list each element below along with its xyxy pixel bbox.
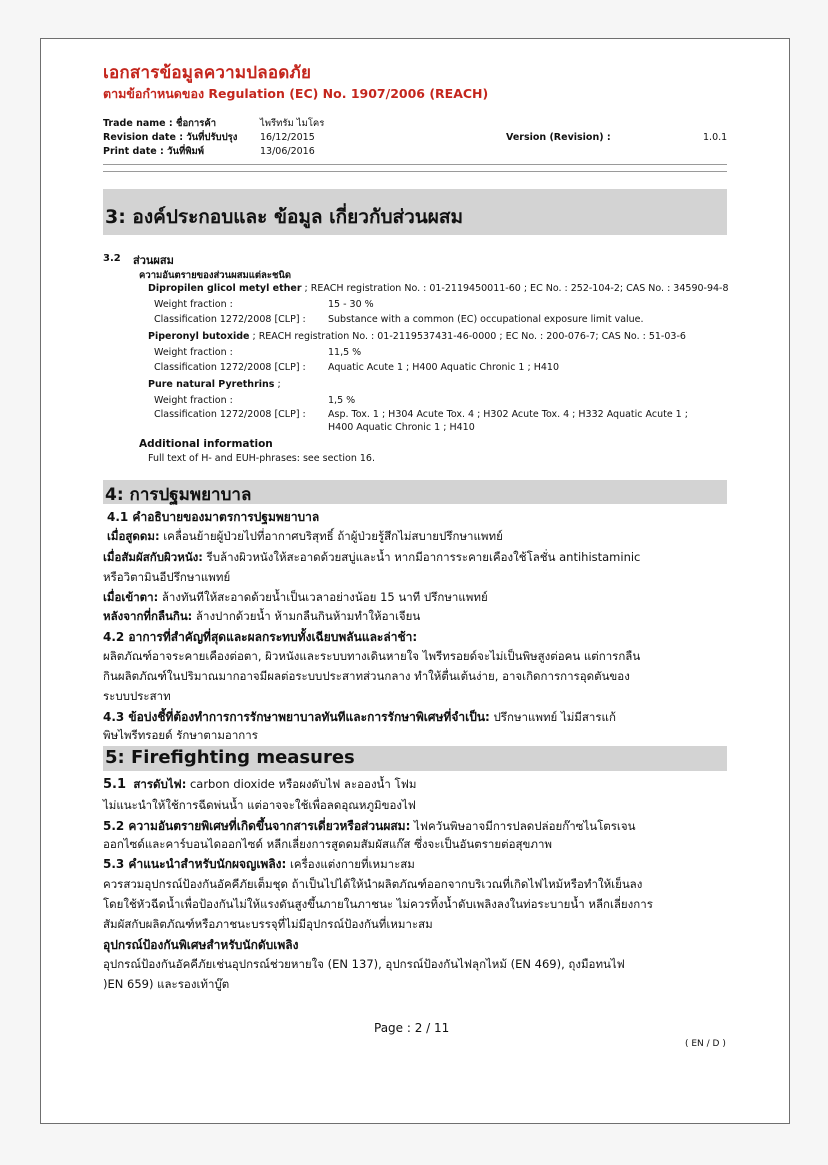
print-date-value: 13/06/2016 xyxy=(260,146,315,157)
divider xyxy=(103,164,727,165)
ppe-title: อุปกรณ์ป้องกันพิเศษสำหรับนักดับเพลิง xyxy=(103,938,299,952)
firefighter-advice: โดยใช้หัวฉีดน้ำเพื่อป้องกันไม่ให้แรงดันสูงขึ้นภายในภาชนะ ไม่ควรทิ้งน้ำดับเพลิงลงในท่อระบายน้ำ หลีกเลี่ยงการ xyxy=(103,897,653,911)
classification-value: Asp. Tox. 1 ; H304 Acute Tox. 4 ; H302 Acute Tox. 4 ; H332 Aquatic Acute 1 ; xyxy=(328,409,688,420)
first-aid-skin-cont: หรือวิตามินอีปรึกษาแพทย์ xyxy=(103,570,231,584)
first-aid-inhalation: เมื่อสูดดม: เคลื่อนย้ายผู้ป่วยไปที่อากาศบริสุทธิ์ ถ้าผู้ป่วยรู้สึกไม่สบายปรึกษาแพทย์ xyxy=(107,529,503,543)
classification-label: Classification 1272/2008 [CLP] : xyxy=(154,362,306,373)
page-number: Page : 2 / 11 xyxy=(374,1021,450,1035)
section-4-header: 4: การปฐมพยาบาล xyxy=(103,480,727,504)
subsection-4-1: 4.1 คำอธิบายของมาตรการปฐมพยาบาล xyxy=(107,510,320,524)
hazards-text: ออกไซด์และคาร์บอนไดออกไซด์ หลีกเลี่ยงการสูดดมสัมผัสแก๊ส ซึ่งจะเป็นอันตรายต่อสุขภาพ xyxy=(103,837,552,851)
subsection-4-3: 4.3 ข้อบ่งชี้ที่ต้องทำการการรักษาพยาบาลทันทีและการรักษาพิเศษที่จำเป็น: ปรึกษาแพทย์ ไม่มีสารแก้ xyxy=(103,710,616,724)
classification-value: H400 Aquatic Chronic 1 ; H410 xyxy=(328,422,475,433)
section-5-header: 5: Firefighting measures xyxy=(103,746,727,771)
classification-value: Substance with a common (EC) occupational exposure limit value. xyxy=(328,314,644,325)
divider xyxy=(103,171,727,172)
additional-info-title: Additional information xyxy=(139,438,273,450)
treatment-text: พิษไพรีทรอยด์ รักษาตามอาการ xyxy=(103,728,258,742)
component-3: Pure natural Pyrethrins ; xyxy=(148,379,281,390)
weight-fraction-label: Weight fraction : xyxy=(154,395,233,406)
extinguishing-note: ไม่แนะนำให้ใช้การฉีดพ่นน้ำ แต่อาจจะใช้เพื่อลดอุณหภูมิของไฟ xyxy=(103,798,416,812)
classification-label: Classification 1272/2008 [CLP] : xyxy=(154,314,306,325)
subsection-4-2: 4.2 อาการที่สำคัญที่สุดและผลกระทบทั้งเฉียบพลันและล่าช้า: xyxy=(103,630,418,644)
document-title: เอกสารข้อมูลความปลอดภัย xyxy=(103,63,312,83)
document-page xyxy=(40,38,790,1124)
classification-label: Classification 1272/2008 [CLP] : xyxy=(154,409,306,420)
document-subtitle: ตามข้อกำหนดของ Regulation (EC) No. 1907/2006 (REACH) xyxy=(103,86,489,101)
revision-date-label: Revision date : วันที่ปรับปรุง xyxy=(103,132,238,143)
symptoms-text: กินผลิตภัณฑ์ในปริมาณมากอาจมีผลต่อระบบประสาทส่วนกลาง ทำให้ตื่นเต้นง่าย, อาจเกิดการการอุดตันของ xyxy=(103,669,630,683)
version-label: Version (Revision) : xyxy=(506,132,611,143)
weight-fraction-label: Weight fraction : xyxy=(154,347,233,358)
weight-fraction-value: 15 - 30 % xyxy=(328,299,374,310)
firefighter-advice: สัมผัสกับผลิตภัณฑ์หรือภาชนะบรรจุที่ไม่มีอุปกรณ์ป้องกันที่เหมาะสม xyxy=(103,917,433,931)
first-aid-skin: เมื่อสัมผัสกับผิวหนัง: รีบล้างผิวหนังให้สะอาดด้วยสบู่และน้ำ หากมีอาการระคายเคืองใช้โลชั่น antihistaminic xyxy=(103,550,641,564)
subsection-number: 3.2 xyxy=(103,253,121,264)
subsection-5-2: 5.2 ความอันตรายพิเศษที่เกิดขึ้นจากสารเดี่ยวหรือส่วนผสม: ไฟควันพิษอาจมีการปลดปล่อยก๊าซไนโตรเจน xyxy=(103,819,636,833)
firefighter-advice: ควรสวมอุปกรณ์ป้องกันอัคคีภัยเต็มชุด ถ้าเป็นไปได้ให้นำผลิตภัณฑ์ออกจากบริเวณที่เกิดไฟไหม้หรือทำให้เย็นลง xyxy=(103,877,643,891)
revision-date-value: 16/12/2015 xyxy=(260,132,315,143)
component-1: Dipropilen glicol metyl ether ; REACH registration No. : 01-2119450011-60 ; EC No. : 252-104-2; CAS No. : 34590-94-8 xyxy=(148,283,729,294)
language-code: ( EN / D ) xyxy=(685,1039,726,1049)
section-3-header: 3: องค์ประกอบและ ข้อมูล เกี่ยวกับส่วนผสม xyxy=(103,189,727,235)
first-aid-ingestion: หลังจากที่กลืนกิน: ล้างปากด้วยน้ำ ห้ามกลืนกินห้ามทำให้อาเจียน xyxy=(103,609,421,623)
weight-fraction-label: Weight fraction : xyxy=(154,299,233,310)
subsection-title: ส่วนผสม xyxy=(133,254,174,267)
weight-fraction-value: 11,5 % xyxy=(328,347,362,358)
trade-name-value: ไพรีทรัม ไมโคร xyxy=(260,118,325,129)
additional-info-text: Full text of H- and EUH-phrases: see section 16. xyxy=(148,453,375,464)
ppe-text: อุปกรณ์ป้องกันอัคคีภัยเช่นอุปกรณ์ช่วยหายใจ (EN 137), อุปกรณ์ป้องกันไฟลุกไหม้ (EN 469), ถุงมือทนไฟ xyxy=(103,957,625,971)
version-value: 1.0.1 xyxy=(703,132,728,143)
trade-name-label: Trade name : ชื่อการค้า xyxy=(103,118,217,129)
subsection-5-3: 5.3 คำแนะนำสำหรับนักผจญเพลิง: เครื่องแต่งกายที่เหมาะสม xyxy=(103,857,415,871)
hazard-title: ความอันตรายของส่วนผสมแต่ละชนิด xyxy=(139,270,292,281)
classification-value: Aquatic Acute 1 ; H400 Aquatic Chronic 1 ; H410 xyxy=(328,362,559,373)
symptoms-text: ผลิตภัณฑ์อาจระคายเคืองต่อตา, ผิวหนังและระบบทางเดินหายใจ ไพรีทรอยด์จะไม่เป็นพิษสูงต่อคน แต่การกลืน xyxy=(103,649,641,663)
subsection-5-1: 5.1 สารดับไฟ: carbon dioxide หรือผงดับไฟ ละอองน้ำ โฟม xyxy=(103,777,417,792)
symptoms-text: ระบบประสาท xyxy=(103,689,171,703)
component-2: Piperonyl butoxide ; REACH registration No. : 01-2119537431-46-0000 ; EC No. : 200-076-7; CAS No. : 51-03-6 xyxy=(148,331,686,342)
first-aid-eye: เมื่อเข้าตา: ล้างทันทีให้สะอาดด้วยน้ำเป็นเวลาอย่างน้อย 15 นาที ปรึกษาแพทย์ xyxy=(103,590,488,604)
weight-fraction-value: 1,5 % xyxy=(328,395,356,406)
ppe-text: )EN 659) และรองเท้าบู๊ต xyxy=(103,977,230,991)
print-date-label: Print date : วันที่พิมพ์ xyxy=(103,146,205,157)
